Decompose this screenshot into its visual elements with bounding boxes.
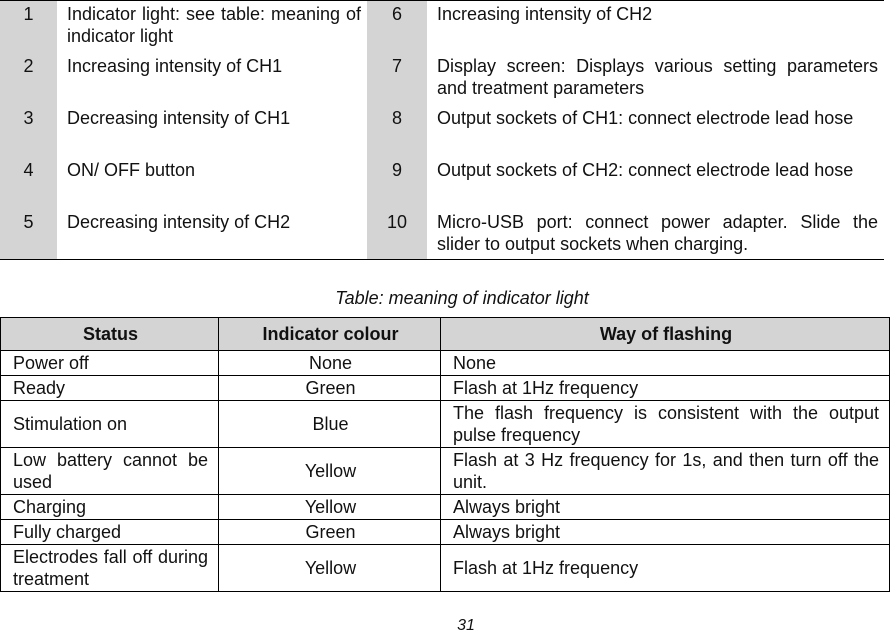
page-number: 31: [457, 617, 475, 634]
status-cell: Stimulation on: [1, 401, 219, 448]
colour-cell: None: [219, 351, 441, 376]
table-caption: Table: meaning of indicator light: [335, 288, 589, 308]
legend-number: 8: [367, 105, 427, 157]
colour-cell: Blue: [219, 401, 441, 448]
legend-number: 10: [367, 209, 427, 260]
legend-number: 4: [0, 157, 57, 209]
status-cell: Power off: [1, 351, 219, 376]
column-header-way-of-flashing: Way of flashing: [441, 318, 890, 351]
table-row: [1, 401, 890, 448]
legend-number: 5: [0, 209, 57, 260]
legend-description: Indicator light: see table: meaning of indicator light: [67, 4, 361, 46]
legend-number: 1: [0, 1, 57, 54]
column-header-indicator-colour: Indicator colour: [219, 318, 441, 351]
colour-cell: Green: [219, 520, 441, 545]
column-header-status: Status: [1, 318, 219, 351]
colour-cell: Green: [219, 376, 441, 401]
table-row: [1, 448, 890, 495]
legend-description: Output sockets of CH1: connect electrode lead hose: [437, 108, 854, 128]
legend-description: Increasing intensity of CH2: [437, 4, 653, 24]
legend-description: Micro-USB port: connect power adapter. Slide the slider to output sockets when charging.: [437, 212, 878, 254]
colour-cell: Yellow: [219, 495, 441, 520]
flashing-cell: Always bright: [441, 495, 890, 520]
legend-description: Decreasing intensity of CH1: [67, 108, 291, 128]
status-cell: Charging: [1, 495, 219, 520]
flashing-cell: Flash at 1Hz frequency: [441, 545, 890, 592]
legend-row: [0, 157, 884, 209]
status-cell: Electrodes fall off during treatment: [1, 545, 219, 592]
status-cell: Ready: [1, 376, 219, 401]
flashing-cell: The flash frequency is consistent with the output pulse frequency: [441, 401, 890, 448]
legend-number: 2: [0, 53, 57, 105]
table-header-row: [1, 318, 890, 351]
legend-row: [0, 53, 884, 105]
status-cell: Fully charged: [1, 520, 219, 545]
table-row: [1, 351, 890, 376]
legend-number: 9: [367, 157, 427, 209]
table-row: [1, 545, 890, 592]
legend-row: [0, 1, 884, 54]
legend-number: 6: [367, 1, 427, 54]
legend-description: Decreasing intensity of CH2: [67, 212, 291, 232]
legend-row: [0, 105, 884, 157]
legend-row: [0, 209, 884, 260]
legend-description: ON/ OFF button: [67, 160, 196, 180]
legend-description: Display screen: Displays various setting parameters and treatment parameters: [437, 56, 878, 98]
legend-description: Output sockets of CH2: connect electrode lead hose: [437, 160, 854, 180]
legend-number: 3: [0, 105, 57, 157]
legend-description: Increasing intensity of CH1: [67, 56, 283, 76]
legend-number: 7: [367, 53, 427, 105]
colour-cell: Yellow: [219, 448, 441, 495]
flashing-cell: Flash at 3 Hz frequency for 1s, and then turn off the unit.: [441, 448, 890, 495]
flashing-cell: Always bright: [441, 520, 890, 545]
indicator-light-table: [0, 317, 890, 592]
table-row: [1, 376, 890, 401]
flashing-cell: Flash at 1Hz frequency: [441, 376, 890, 401]
colour-cell: Yellow: [219, 545, 441, 592]
parts-legend-table: [0, 0, 884, 260]
table-row: [1, 520, 890, 545]
flashing-cell: None: [441, 351, 890, 376]
table-row: [1, 495, 890, 520]
status-cell: Low battery cannot be used: [1, 448, 219, 495]
